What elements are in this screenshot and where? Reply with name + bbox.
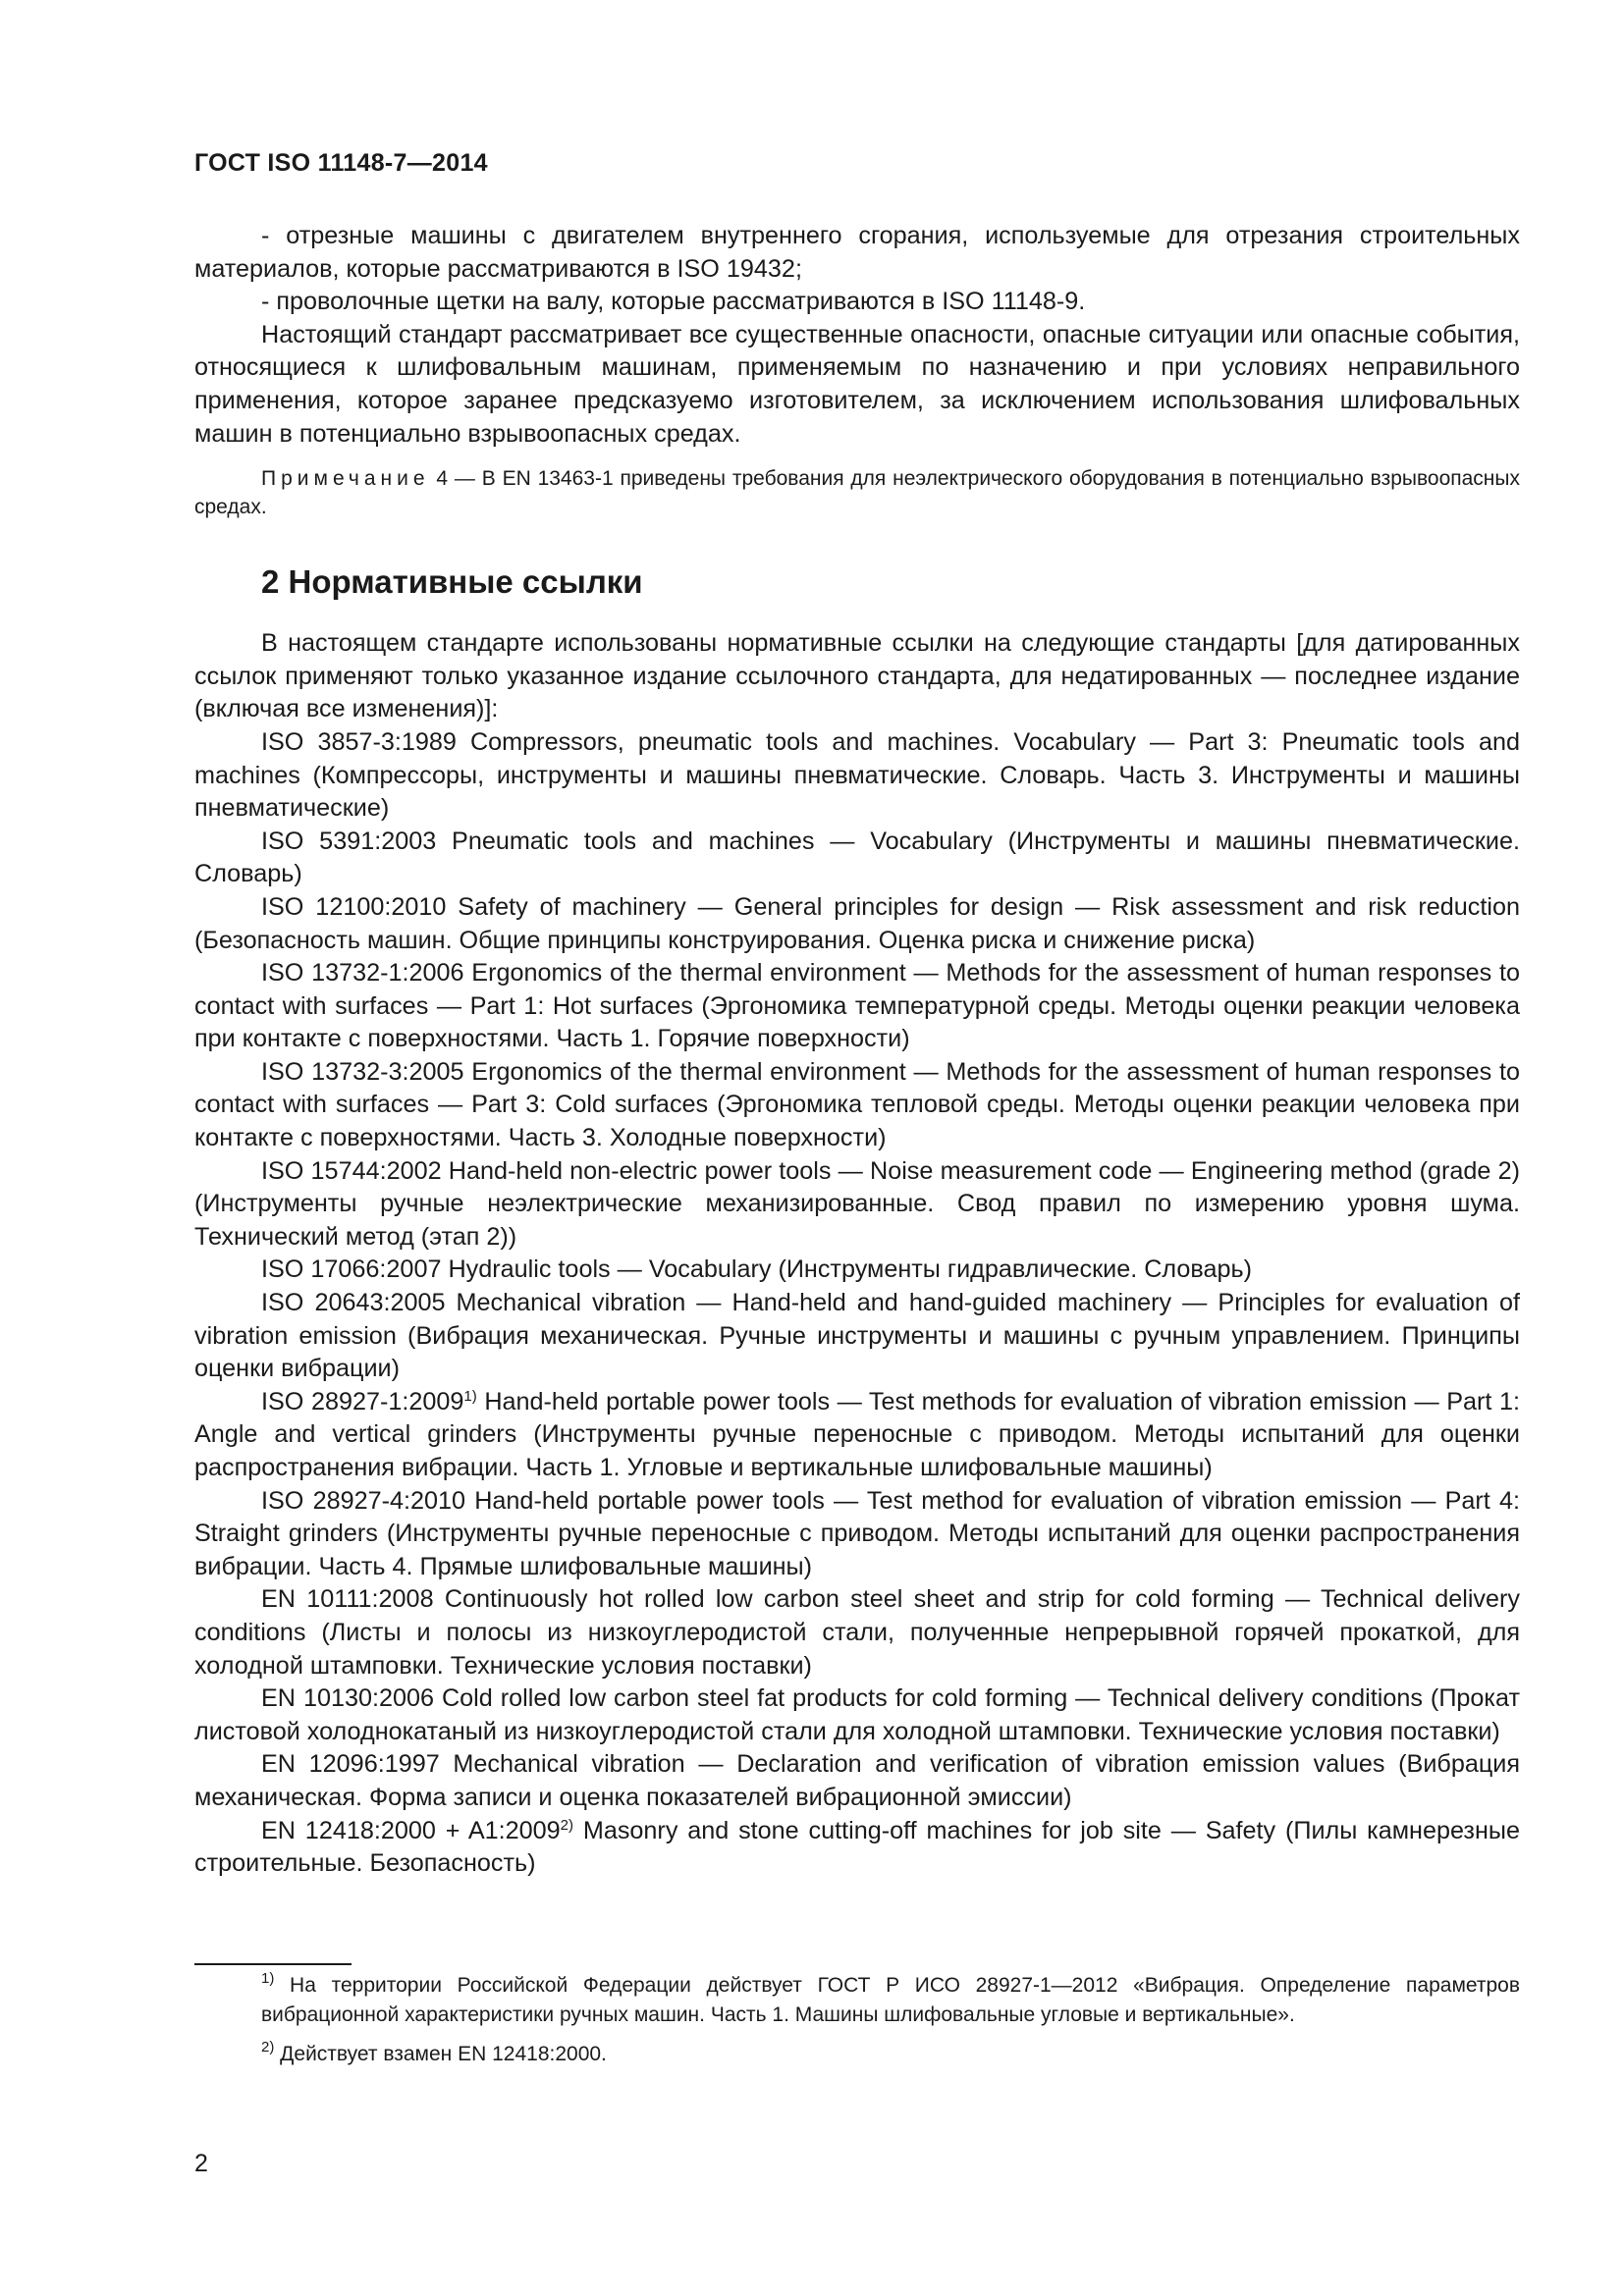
footnotes [194, 1963, 1520, 2079]
note-label: Примечание [261, 467, 430, 491]
note-4 [194, 464, 1520, 521]
reference-item: ISO 5391:2003 Pneumatic tools and machines — Vocabulary (Инструменты и машины пневматические. Словарь) [194, 827, 1520, 888]
reference-item: EN 10111:2008 Continuously hot rolled low carbon steel sheet and strip for cold forming — Technical delivery conditions (Листы и полосы из низкоуглеродистой стали, полученные непрерывной горячей прокаткой, для холодной штамповки. Технические условия поставки) [194, 1585, 1520, 1680]
scope-paragraph: Настоящий стандарт рассматривает все существенные опасности, опасные ситуации или опасные события, относящиеся к шлифовальным машинам, применяемым по назначению и при условиях неправильного применения, которое заранее предсказуемо изготовителем, за исключением использования шлифовальных машин в потенциально взрывоопасных средах. [194, 320, 1520, 448]
reference-item [194, 1815, 1520, 1881]
page-number: 2 [194, 2150, 208, 2177]
footnote-2 [194, 2040, 1520, 2069]
reference-item [194, 1386, 1520, 1485]
reference-item: ISO 20643:2005 Mechanical vibration — Hand-held and hand-guided machinery — Principles for evaluation of vibration emission (Вибрация механическая. Ручные инструменты и машины с ручным управлением. Принципы оценки вибрации) [194, 1289, 1520, 1383]
footnote-divider [194, 1963, 352, 1965]
reference-item: ISO 28927-4:2010 Hand-held portable power tools — Test method for evaluation of vibration emission — Part 4: Straight grinders (Инструменты ручные переносные с приводом. Методы испытаний для оценки распространения вибрации. Часть 4. Прямые шлифовальные машины) [194, 1486, 1520, 1580]
footnote-text: На территории Российской Федерации действует ГОСТ Р ИСО 28927-1—2012 «Вибрация. Определение параметров вибрационной характеристики ручных машин. Часть 1. Машины шлифовальные угловые и вертикальные». [261, 1974, 1520, 2026]
reference-item: ISO 13732-1:2006 Ergonomics of the thermal environment — Methods for the assessment of human responses to contact with surfaces — Part 1: Hot surfaces (Эргономика температурной среды. Методы оценки реакции человека при контакте с поверхностями. Часть 1. Горячие поверхности) [194, 959, 1520, 1053]
footnote-ref[interactable]: 2) [560, 1816, 574, 1834]
reference-text: Hand-held portable power tools — Test methods for evaluation of vibration emission — Part 1: Angle and vertical grinders (Инструменты ручные переносные с приводом. Методы испытаний для оценки распространения вибрации. Часть 1. Угловые и вертикальные шлифовальные машины) [194, 1387, 1520, 1481]
reference-item: EN 12096:1997 Mechanical vibration — Declaration and verification of vibration emission values (Вибрация механическая. Форма записи и оценка показателей вибрационной эмиссии) [194, 1750, 1520, 1811]
document-body [194, 220, 1520, 1881]
reference-item: ISO 12100:2010 Safety of machinery — General principles for design — Risk assessment and risk reduction (Безопасность машин. Общие принципы конструирования. Оценка риска и снижение риска) [194, 892, 1520, 954]
reference-code: ISO 28927-1:2009 [261, 1387, 464, 1415]
reference-item: ISO 13732-3:2005 Ergonomics of the thermal environment — Methods for the assessment of human responses to contact with surfaces — Part 3: Cold surfaces (Эргономика тепловой среды. Методы оценки реакции человека при контакте с поверхностями. Часть 3. Холодные поверхности) [194, 1057, 1520, 1152]
reference-item: ISO 15744:2002 Hand-held non-electric power tools — Noise measurement code — Engineering method (grade 2) (Инструменты ручные неэлектрические механизированные. Свод правил по измерению уровня шума. Технический метод (этап 2)) [194, 1156, 1520, 1251]
scope-bullet: - отрезные машины с двигателем внутреннего сгорания, используемые для отрезания строительных материалов, которые рассматриваются в ISO 19432; [194, 222, 1520, 283]
reference-item: ISO 17066:2007 Hydraulic tools — Vocabulary (Инструменты гидравлические. Словарь) [261, 1255, 1253, 1284]
section-heading: 2 Нормативные ссылки [261, 563, 643, 601]
note-text: 4 — В EN 13463-1 приведены требования для неэлектрического оборудования в потенциально взрывоопасных средах. [194, 467, 1520, 519]
footnote-ref[interactable]: 1) [463, 1387, 477, 1405]
footnote-mark: 2) [261, 2039, 275, 2056]
section-intro: В настоящем стандарте использованы нормативные ссылки на следующие стандарты [для датированных ссылок применяют только указанное издание ссылочного стандарта, для недатированных — последнее издание (включая все изменения)]: [194, 629, 1520, 723]
footnote-mark: 1) [261, 1970, 275, 1987]
document-header: ГОСТ ISO 11148-7—2014 [194, 149, 488, 177]
reference-code: EN 12418:2000 + A1:2009 [261, 1816, 561, 1844]
footnote-1 [194, 1971, 1520, 2030]
footnote-text: Действует взамен EN 12418:2000. [274, 2043, 607, 2065]
reference-text: Masonry and stone cutting-off machines for job site — Safety (Пилы камнерезные строительные. Безопасность) [194, 1816, 1520, 1878]
scope-bullet: - проволочные щетки на валу, которые рассматриваются в ISO 11148-9. [261, 288, 1086, 316]
reference-item: EN 10130:2006 Cold rolled low carbon steel fat products for cold forming — Technical delivery conditions (Прокат листовой холоднокатаный из низкоуглеродистой стали для холодной штамповки. Технические условия поставки) [194, 1684, 1520, 1745]
reference-item: ISO 3857-3:1989 Compressors, pneumatic tools and machines. Vocabulary — Part 3: Pneumatic tools and machines (Компрессоры, инструменты и машины пневматические. Словарь. Часть 3. Инструменты и машины пневматические) [194, 727, 1520, 823]
